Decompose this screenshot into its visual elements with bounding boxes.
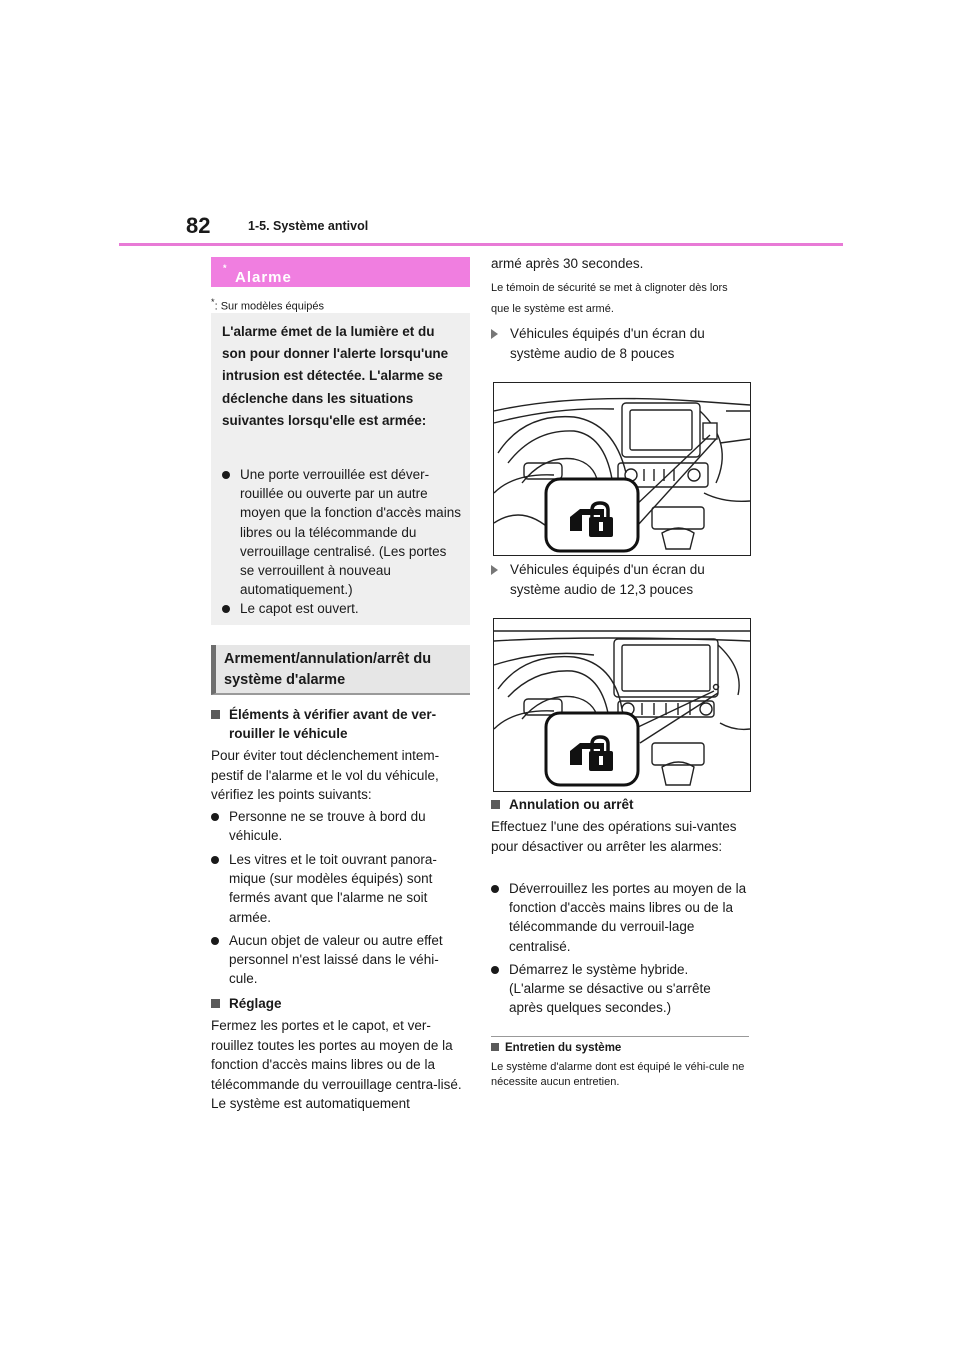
check-heading-text: Éléments à vérifier avant de ver-rouiller le véhicule [229,707,437,742]
cancel-heading-text: Annulation ou arrêt [509,797,634,812]
bullet-dot [211,937,219,945]
variant-8-text: Véhicules équipés d'un écran du système audio de 8 pouces [510,326,705,361]
section-title: 1-5. Système antivol [248,219,369,233]
cancel-intro: Effectuez l'une des opérations sui-vantes pour désactiver ou arrêter les alarmes: [491,819,737,854]
cancel-heading [491,795,749,814]
alarm-title-bar [211,257,470,287]
page-number: 82 [186,213,211,238]
setting-note: Le témoin de sécurité se met à clignoter dès lors que le système est armé. [491,282,728,315]
check-heading [211,705,466,743]
cancel-bullet [491,879,747,956]
bullet-dot [491,885,499,893]
maintenance-divider [491,1036,749,1037]
triangle-marker [491,565,498,575]
alarm-footnote [211,297,324,313]
cancel-bullet-text: Déverrouillez les portes au moyen de la fonction d'accès mains libres ou de la télécommande du verrouil-lage centralisé. [509,881,747,954]
header-rule [119,243,843,246]
footnote-text: : Sur modèles équipés [214,300,325,313]
check-bullet [211,931,463,989]
setting-heading [211,994,466,1013]
alarm-bullet-text: Le capot est ouvert. [240,601,359,616]
square-marker [211,999,220,1008]
setting-heading-text: Réglage [229,996,282,1011]
bullet-dot [222,605,230,613]
setting-text-continued: armé après 30 secondes. [491,256,644,271]
check-bullet-text: Les vitres et le toit ouvrant panora-mique (sur modèles équipés) sont fermés avant que l'alarme ne soit armée. [229,852,437,925]
square-marker [211,710,220,719]
bullet-dot [211,856,219,864]
bullet-dot [491,966,499,974]
variant-12-label [491,560,749,599]
maintenance-heading-text: Entretien du système [505,1042,622,1054]
dashboard-figure-12-inch [493,618,751,792]
alarm-info-box [211,313,470,625]
square-marker [491,800,500,809]
arming-title: Armement/annulation/arrêt du système d'alarme [224,651,432,688]
square-marker [491,1043,499,1051]
alarm-title: Alarme [235,269,292,286]
setting-text: Fermez les portes et le capot, et ver-rouillez toutes les portes au moyen de la fonction d'accès mains libres ou de la télécommande du verrouillage centra-lisé. Le système est automatiquement [211,1018,462,1112]
dashboard-illustration-8-inch [494,383,750,555]
bullet-dot [211,813,219,821]
arming-section-bar [211,645,470,695]
alarm-intro: L'alarme émet de la lumière et du son pour donner l'alerte lorsqu'une intrusion est détectée. L'alarme se déclenche dans les situations suivantes lorsqu'elle est armée: [222,324,449,428]
check-bullet [211,807,463,845]
variant-8-label [491,324,749,363]
alarm-bullet-text: Une porte verrouillée est déver-rouillée ou ouverte par un autre moyen que la fonction d'accès mains libres ou la télécommande du verrouillage centralisé. (Les portes se verrouillent à nouveau automatiquement.) [240,467,461,598]
bullet-dot [222,471,230,479]
dashboard-figure-8-inch [493,382,751,556]
alarm-bullet [222,465,462,599]
maintenance-heading [491,1042,749,1054]
cancel-bullet [491,960,747,1018]
check-bullet [211,850,463,927]
variant-12-text: Véhicules équipés d'un écran du système audio de 12,3 pouces [510,562,705,597]
dashboard-illustration-12-inch [494,619,750,791]
alarm-bullet [222,599,462,618]
triangle-marker [491,329,498,339]
cancel-bullet-text: Démarrez le système hybride. (L'alarme se désactive ou s'arrête après quelques secondes.) [509,962,711,1016]
alarm-title-mark: * [223,263,228,273]
check-intro: Pour éviter tout déclenchement intem-pestif de l'alarme et le vol du véhicule, vérifiez les points suivants: [211,748,440,803]
footnote-mark: * [211,297,215,307]
check-bullet-text: Aucun objet de valeur ou autre effet personnel n'est laissé dans le véhi-cule. [229,933,443,987]
check-bullet-text: Personne ne se trouve à bord du véhicule. [229,809,426,844]
maintenance-text: Le système d'alarme dont est équipé le véhi-cule ne nécessite aucun entretien. [491,1061,745,1088]
